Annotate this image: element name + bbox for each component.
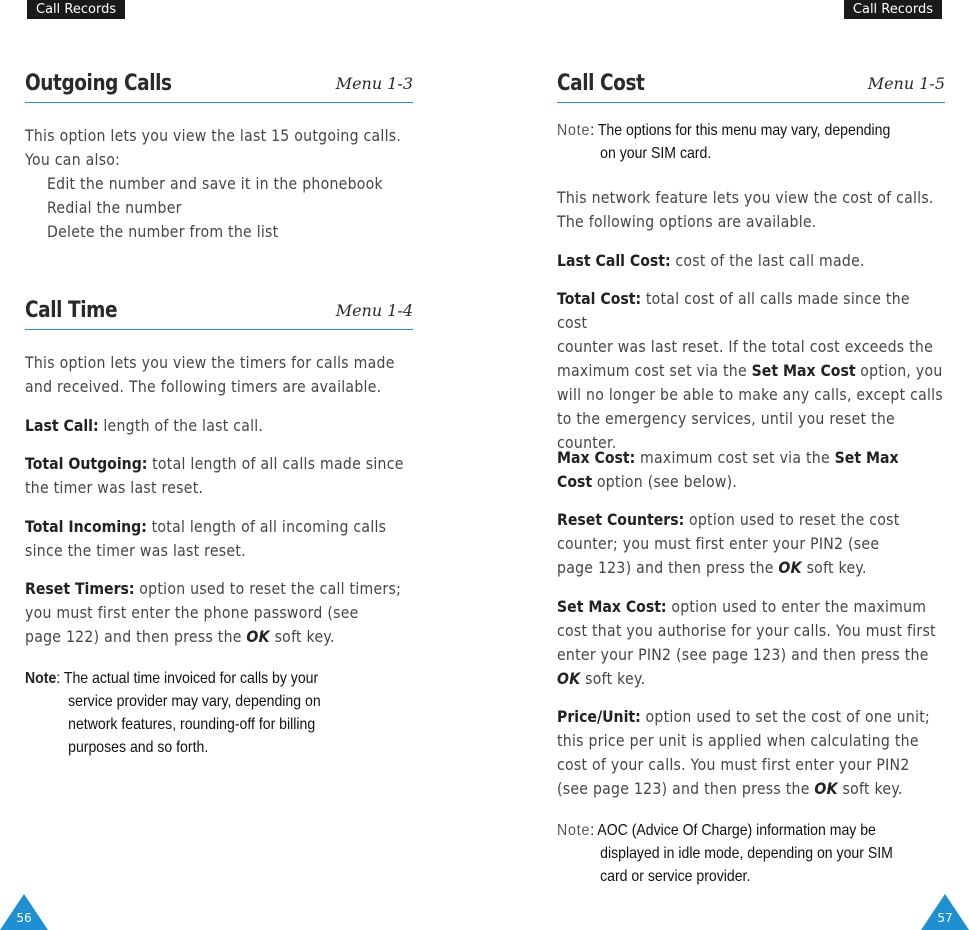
list-item: Delete the number from the list xyxy=(47,222,279,241)
term-text: enter your PIN2 (see page 123) and then press the xyxy=(557,645,929,664)
term-text: page 122) and then press the xyxy=(25,627,247,646)
outgoing-calls-header xyxy=(25,66,413,103)
term-text: option used to set the cost of one unit; xyxy=(640,707,931,726)
term-text: soft key. xyxy=(801,558,867,577)
note-text: : The actual time invoiced for calls by your xyxy=(56,670,319,687)
term-text: cost of your calls. You must first enter your PIN2 xyxy=(557,755,910,774)
call-time-menu-ref: Menu 1-4 xyxy=(335,301,413,320)
term-label: Last Call Cost: xyxy=(557,251,671,270)
body-line: and received. The following timers are available. xyxy=(25,377,382,396)
term-text: option (see below). xyxy=(592,472,738,491)
list-item: Edit the number and save it in the phonebook xyxy=(47,174,383,193)
term-text: soft key. xyxy=(837,779,903,798)
note-text: on your SIM card. xyxy=(600,145,712,162)
body-line: You can also: xyxy=(25,150,121,169)
term-text: maximum cost set via the xyxy=(557,361,752,380)
term-text: since the timer was last reset. xyxy=(25,541,246,560)
call-time-header xyxy=(25,293,413,330)
note-text: purposes and so forth. xyxy=(68,739,209,756)
section-tab-left: Call Records xyxy=(27,0,125,19)
note-text: displayed in idle mode, depending on your SIM xyxy=(600,845,893,862)
term-text: soft key. xyxy=(269,627,335,646)
outgoing-calls-body xyxy=(25,124,412,244)
term-text: counter. xyxy=(557,433,617,452)
note-text: network features, rounding-off for billing xyxy=(68,716,316,733)
term-text: cost that you authorise for your calls. You must first xyxy=(557,621,936,640)
term-text: total length of all calls made since xyxy=(147,454,404,473)
term-text: counter was last reset. If the total cost exceeds the xyxy=(557,337,934,356)
note-label: Note xyxy=(557,122,591,139)
term-label: Reset Timers: xyxy=(25,579,135,598)
call-cost-intro xyxy=(557,186,944,234)
call-cost-note-top xyxy=(557,119,944,165)
term-text: cost of the last call made. xyxy=(670,251,865,270)
last-call-entry xyxy=(25,414,412,438)
term-label: Set Max Cost: xyxy=(557,597,667,616)
term-bold: Cost xyxy=(557,472,593,491)
max-cost-entry xyxy=(557,446,944,494)
page-number-text: 57 xyxy=(937,911,953,925)
term-text: page 123) and then press the xyxy=(557,558,779,577)
call-cost-header xyxy=(557,66,945,103)
outgoing-calls-title: Outgoing Calls xyxy=(25,71,172,96)
call-cost-menu-ref: Menu 1-5 xyxy=(867,74,945,93)
term-text: total length of all incoming calls xyxy=(146,517,387,536)
note-label: Note xyxy=(557,822,591,839)
page-number-right xyxy=(921,894,969,930)
term-text: you must first enter the phone password (see xyxy=(25,603,359,622)
term-text: option, you xyxy=(855,361,943,380)
call-time-note xyxy=(25,667,412,759)
ok-key-label: OK xyxy=(557,669,581,688)
call-time-title: Call Time xyxy=(25,298,118,323)
term-text: the timer was last reset. xyxy=(25,478,204,497)
call-cost-title: Call Cost xyxy=(557,71,645,96)
term-text: will no longer be able to make any calls, except calls xyxy=(557,385,943,404)
total-incoming-entry xyxy=(25,515,412,563)
term-text: soft key. xyxy=(580,669,646,688)
term-text: option used to reset the call timers; xyxy=(134,579,402,598)
term-text: (see page 123) and then press the xyxy=(557,779,815,798)
note-label: Note xyxy=(25,670,57,687)
note-text: : AOC (Advice Of Charge) information may be xyxy=(590,822,876,839)
ok-key-label: OK xyxy=(246,627,270,646)
note-text: : The options for this menu may vary, depending xyxy=(590,122,891,139)
body-line: This option lets you view the last 15 outgoing calls. xyxy=(25,126,402,145)
set-max-cost-entry xyxy=(557,595,944,691)
term-label: Max Cost: xyxy=(557,448,636,467)
term-text: option used to enter the maximum xyxy=(666,597,927,616)
ok-key-label: OK xyxy=(814,779,838,798)
term-bold: Set Max xyxy=(834,448,899,467)
page-number-left xyxy=(0,894,48,930)
reset-timers-entry xyxy=(25,577,412,649)
ok-key-label: OK xyxy=(778,558,802,577)
outgoing-calls-menu-ref: Menu 1-3 xyxy=(335,74,413,93)
page-number-text: 56 xyxy=(16,911,32,925)
call-time-intro xyxy=(25,351,412,399)
term-text: maximum cost set via the xyxy=(635,448,835,467)
body-line: This network feature lets you view the cost of calls. xyxy=(557,188,934,207)
term-label: Price/Unit: xyxy=(557,707,641,726)
price-unit-entry xyxy=(557,705,944,801)
section-tab-right: Call Records xyxy=(844,0,942,19)
total-cost-entry xyxy=(557,287,944,455)
term-text: total cost of all calls made since the cost xyxy=(557,289,910,332)
note-text: card or service provider. xyxy=(600,868,751,885)
term-label: Last Call: xyxy=(25,416,99,435)
term-label: Reset Counters: xyxy=(557,510,685,529)
last-call-cost-entry xyxy=(557,249,944,273)
reset-counters-entry xyxy=(557,508,944,580)
term-bold: Set Max Cost xyxy=(751,361,856,380)
call-cost-note-bottom xyxy=(557,819,944,888)
term-text: this price per unit is applied when calculating the xyxy=(557,731,919,750)
note-text: service provider may vary, depending on xyxy=(68,693,321,710)
term-text: counter; you must first enter your PIN2 (see xyxy=(557,534,880,553)
total-outgoing-entry xyxy=(25,452,412,500)
term-label: Total Incoming: xyxy=(25,517,147,536)
term-text: length of the last call. xyxy=(98,416,264,435)
body-line: The following options are available. xyxy=(557,212,817,231)
term-label: Total Cost: xyxy=(557,289,642,308)
list-item: Redial the number xyxy=(47,198,182,217)
term-text: to the emergency services, until you reset the xyxy=(557,409,895,428)
body-line: This option lets you view the timers for calls made xyxy=(25,353,395,372)
term-label: Total Outgoing: xyxy=(25,454,148,473)
term-text: option used to reset the cost xyxy=(684,510,900,529)
